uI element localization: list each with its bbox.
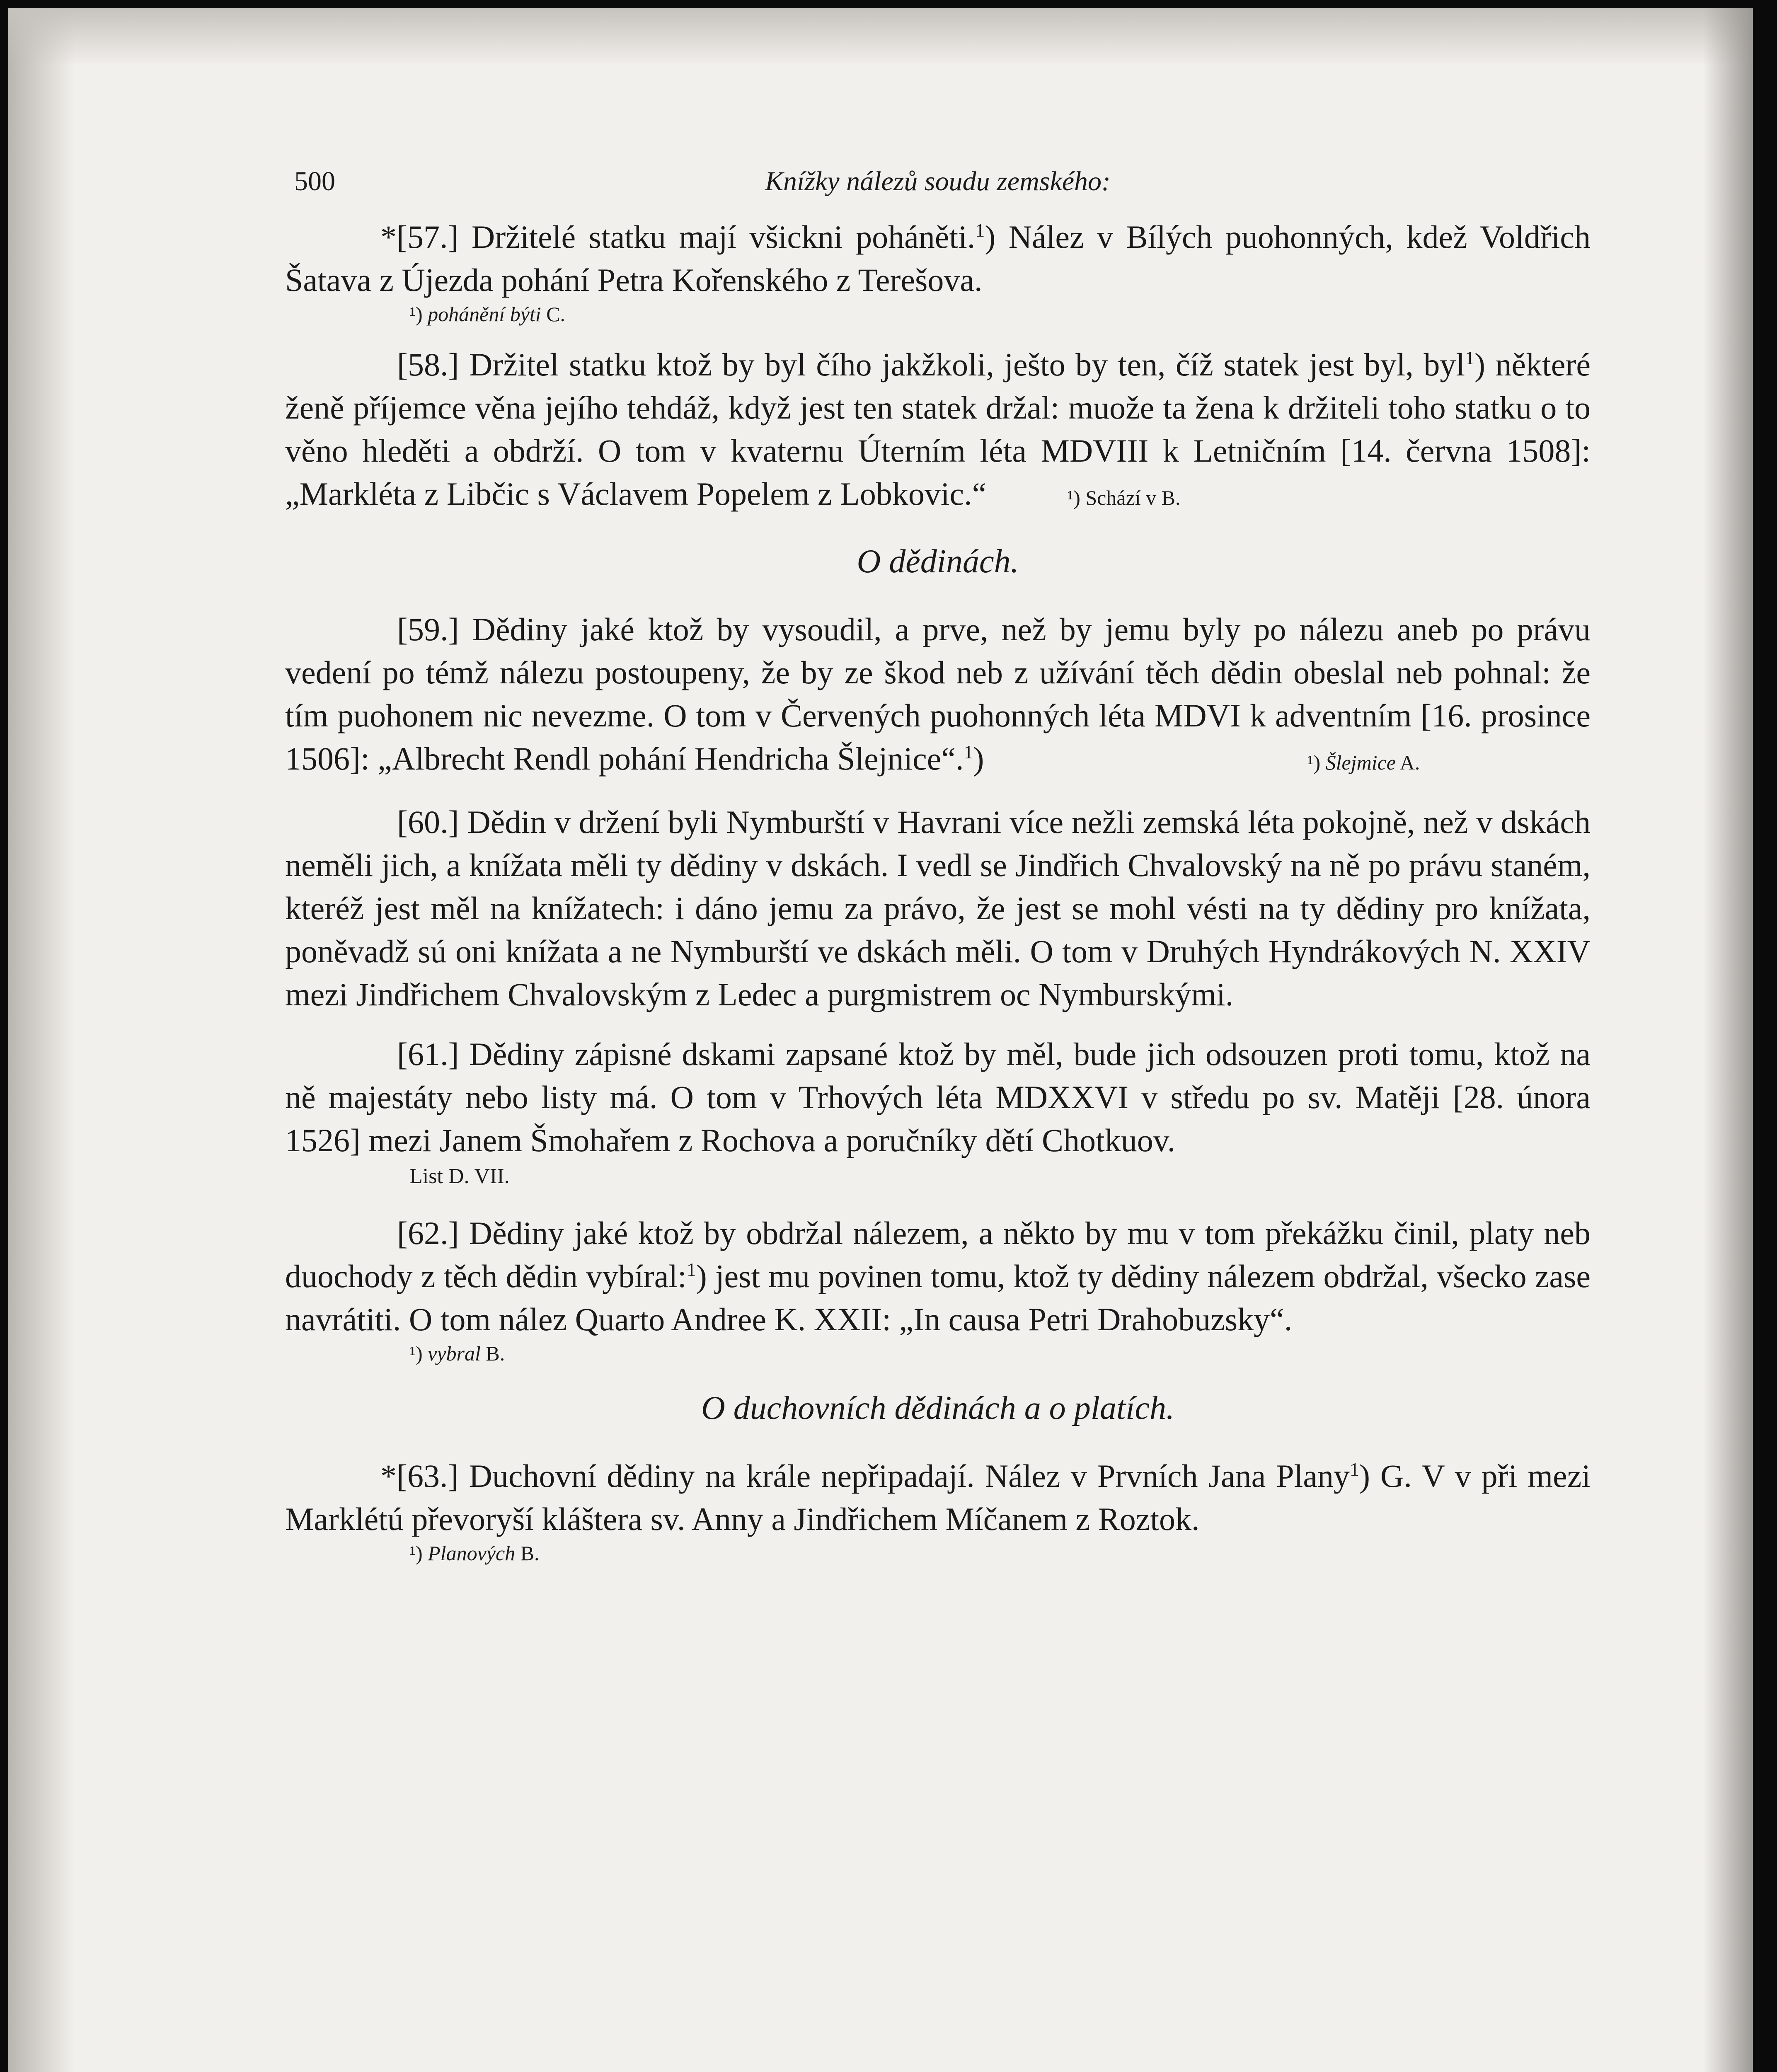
section-heading-duchovni: O duchovních dědinách a o platích. bbox=[701, 1390, 1174, 1426]
paragraph-61: [61.] Dědiny zápisné dskami zapsané ktož by měl, bude jich odsouzen proti tomu, ktož na ně majestáty nebo listy má. O tom v Trhových léta MDXXVI v středu po sv. Matěji [28. února 1526] mezi Janem Šmohařem z Rochova a poručníky dětí Chotkuov. bbox=[285, 1036, 1591, 1158]
paragraph-58: [58.] Držitel statku ktož by byl čího jakžkoli, ješto by ten, číž statek jest byl, byl$^1$) některé ženě příjemce věna jejího tehdáž, když jest ten statek držal: muože ta žena k držiteli toho statku o to věno hleděti a obdrží. O tom v kvaternu Úterním léta MDVIII k Letničním [14. června 1508]: „Markléta z Libčic s Václavem Popelem z Lobkovic.“ ¹) Schází v B. bbox=[285, 346, 1591, 512]
footnote-63: ¹) Planových B. bbox=[409, 1542, 540, 1565]
footnote-58: ¹) Schází v B. bbox=[1067, 486, 1181, 509]
page-header bbox=[285, 166, 1591, 215]
footnote-62: ¹) vybral B. bbox=[409, 1342, 505, 1365]
paragraph-62: [62.] Dědiny jaké ktož by obdržal nálezem, a někto by mu v tom překážku činil, platy neb duochody z těch dědin vybíral:$^1$) jest mu povinen tomu, ktož ty dědiny nálezem obdržal, všecko zase navrátiti. O tom nález Quarto Andree K. XXII: „In causa Petri Drahobuzsky“. bbox=[285, 1215, 1591, 1337]
running-title: Knížky nálezů soudu zemského: bbox=[765, 166, 1111, 196]
paragraph-60: [60.] Dědin v držení byli Nymburští v Havrani více nežli zemská léta pokojně, než v dskách neměli jich, a knížata měli ty dědiny v dskách. I vedl se Jindřich Chvalovský na ně po právu staném, kteréž jest měl na knížatech: i dáno jemu za právo, že jest se mohl vésti na ty dědiny pro knížata, poněvadž sú oni knížata a ne Nymburští ve dskách měli. O tom v Druhých Hyndrákových N. XXIV mezi Jindřichem Chvalovským z Ledec a purgmistrem oc Nymburskými. bbox=[285, 804, 1591, 1012]
footnote-57: ¹) pohánění býti C. bbox=[409, 303, 566, 326]
page-shadow-left bbox=[8, 8, 75, 2072]
footnote-59: ¹) Šlejmice A. bbox=[1307, 751, 1420, 774]
page-shadow-top bbox=[8, 8, 1753, 66]
paragraph-63: *[63.] Duchovní dědiny na krále nepřipadají. Nález v Prvních Jana Plany$^1$) G. V v při mezi Marklétú převoryší kláštera sv. Anny a Jindřichem Míčanem z Roztok. bbox=[285, 1458, 1591, 1537]
page-number: 500 bbox=[294, 166, 335, 196]
book-page bbox=[8, 8, 1753, 2072]
paragraph-59: [59.] Dědiny jaké ktož by vysoudil, a prve, než by jemu byly po nálezu aneb po právu vedení po témž nálezu postoupeny, že by ze škod neb z užívání těch dědin obeslal neb pohnal: že tím puohonem nic nevezme. O tom v Červených puohonných léta MDVI k adventním [16. prosince 1506]: „Albrecht Rendl pohání Hendricha Šlejnice“.$^1$) ¹) Šlejmice A. bbox=[285, 611, 1591, 777]
margin-note-list: List D. VII. bbox=[409, 1164, 510, 1188]
page-shadow-right bbox=[1703, 8, 1753, 2072]
paragraph-57: *[57.] Držitelé statku mají všickni poháněti.$^1$) Nález v Bílých puohonných, kdež Voldřich Šatava z Újezda pohání Petra Kořenského z Terešova. bbox=[285, 219, 1591, 298]
page-content bbox=[285, 166, 1591, 1566]
section-heading-dediny: O dědinách. bbox=[857, 543, 1019, 580]
